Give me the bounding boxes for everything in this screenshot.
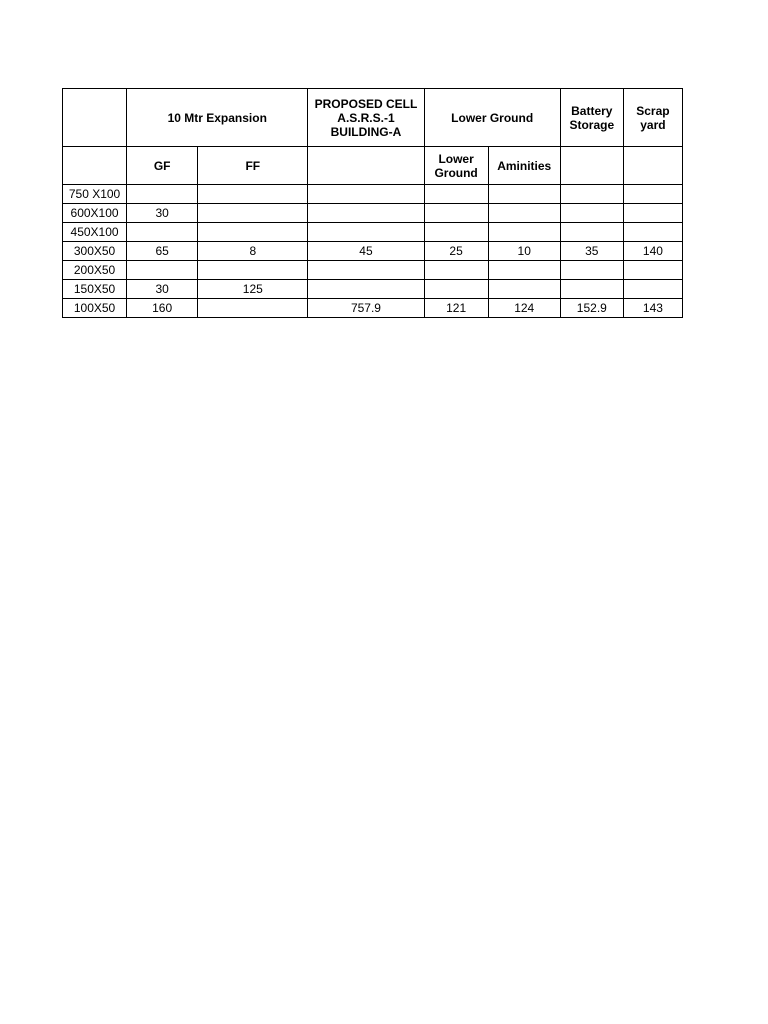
table-cell[interactable] bbox=[488, 204, 560, 223]
table-cell[interactable] bbox=[308, 280, 424, 299]
table-cell[interactable] bbox=[623, 261, 682, 280]
subheader-corner-cell[interactable] bbox=[63, 147, 127, 185]
header-corner-cell[interactable] bbox=[63, 89, 127, 147]
table-cell[interactable] bbox=[198, 204, 308, 223]
table-cell[interactable] bbox=[308, 261, 424, 280]
table-cell[interactable] bbox=[127, 223, 198, 242]
row-label-cell[interactable]: 300X50 bbox=[63, 242, 127, 261]
row-label-cell[interactable]: 450X100 bbox=[63, 223, 127, 242]
table-cell[interactable] bbox=[488, 280, 560, 299]
table-cell[interactable]: 65 bbox=[127, 242, 198, 261]
table-row bbox=[63, 185, 683, 204]
subheader-battery[interactable] bbox=[560, 147, 623, 185]
table-cell[interactable] bbox=[488, 223, 560, 242]
table-cell[interactable] bbox=[424, 185, 488, 204]
subheader-aminities[interactable]: Aminities bbox=[488, 147, 560, 185]
table-row bbox=[63, 223, 683, 242]
table-cell[interactable] bbox=[560, 223, 623, 242]
table-cell[interactable] bbox=[308, 223, 424, 242]
header-row-2 bbox=[63, 147, 683, 185]
table-cell[interactable] bbox=[198, 223, 308, 242]
table-cell[interactable] bbox=[308, 204, 424, 223]
table-cell[interactable]: 160 bbox=[127, 299, 198, 318]
table-cell[interactable] bbox=[308, 185, 424, 204]
subheader-lower-ground[interactable]: Lower Ground bbox=[424, 147, 488, 185]
table-cell[interactable]: 152.9 bbox=[560, 299, 623, 318]
table-cell[interactable]: 121 bbox=[424, 299, 488, 318]
row-label-cell[interactable]: 200X50 bbox=[63, 261, 127, 280]
subheader-scrap[interactable] bbox=[623, 147, 682, 185]
header-proposed-cell[interactable]: PROPOSED CELL A.S.R.S.-1 BUILDING-A bbox=[308, 89, 424, 147]
table-cell[interactable]: 30 bbox=[127, 204, 198, 223]
table-cell[interactable]: 30 bbox=[127, 280, 198, 299]
table-cell[interactable] bbox=[560, 204, 623, 223]
table-cell[interactable] bbox=[560, 261, 623, 280]
table-cell[interactable]: 25 bbox=[424, 242, 488, 261]
table-cell[interactable] bbox=[424, 280, 488, 299]
header-lower-ground[interactable]: Lower Ground bbox=[424, 89, 560, 147]
table-cell[interactable] bbox=[127, 185, 198, 204]
table-cell[interactable]: 45 bbox=[308, 242, 424, 261]
table-row bbox=[63, 299, 683, 318]
table-cell[interactable]: 8 bbox=[198, 242, 308, 261]
table-cell[interactable] bbox=[623, 280, 682, 299]
header-scrap-yard[interactable]: Scrap yard bbox=[623, 89, 682, 147]
subheader-ff[interactable]: FF bbox=[198, 147, 308, 185]
row-label-cell[interactable]: 150X50 bbox=[63, 280, 127, 299]
header-row-1 bbox=[63, 89, 683, 147]
table-cell[interactable] bbox=[560, 185, 623, 204]
table-cell[interactable] bbox=[623, 223, 682, 242]
table-cell[interactable]: 757.9 bbox=[308, 299, 424, 318]
table-row bbox=[63, 280, 683, 299]
table-cell[interactable] bbox=[488, 261, 560, 280]
table-cell[interactable] bbox=[424, 261, 488, 280]
table-cell[interactable] bbox=[560, 280, 623, 299]
table-cell[interactable]: 143 bbox=[623, 299, 682, 318]
row-label-cell[interactable]: 100X50 bbox=[63, 299, 127, 318]
table-row bbox=[63, 242, 683, 261]
table-cell[interactable]: 10 bbox=[488, 242, 560, 261]
table-cell[interactable] bbox=[198, 185, 308, 204]
row-label-cell[interactable]: 750 X100 bbox=[63, 185, 127, 204]
row-label-cell[interactable]: 600X100 bbox=[63, 204, 127, 223]
table-row bbox=[63, 261, 683, 280]
header-battery-storage[interactable]: Battery Storage bbox=[560, 89, 623, 147]
table-cell[interactable] bbox=[623, 185, 682, 204]
table-cell[interactable] bbox=[198, 299, 308, 318]
table-cell[interactable]: 35 bbox=[560, 242, 623, 261]
table-cell[interactable] bbox=[198, 261, 308, 280]
table-cell[interactable]: 125 bbox=[198, 280, 308, 299]
table-cell[interactable] bbox=[424, 223, 488, 242]
spreadsheet-table bbox=[62, 88, 683, 318]
table-cell[interactable] bbox=[127, 261, 198, 280]
table-cell[interactable] bbox=[488, 185, 560, 204]
subheader-gf[interactable]: GF bbox=[127, 147, 198, 185]
table-cell[interactable]: 140 bbox=[623, 242, 682, 261]
table-cell[interactable]: 124 bbox=[488, 299, 560, 318]
table-cell[interactable] bbox=[424, 204, 488, 223]
table-row bbox=[63, 204, 683, 223]
table-cell[interactable] bbox=[623, 204, 682, 223]
header-10-mtr-expansion[interactable]: 10 Mtr Expansion bbox=[127, 89, 308, 147]
subheader-proposed[interactable] bbox=[308, 147, 424, 185]
